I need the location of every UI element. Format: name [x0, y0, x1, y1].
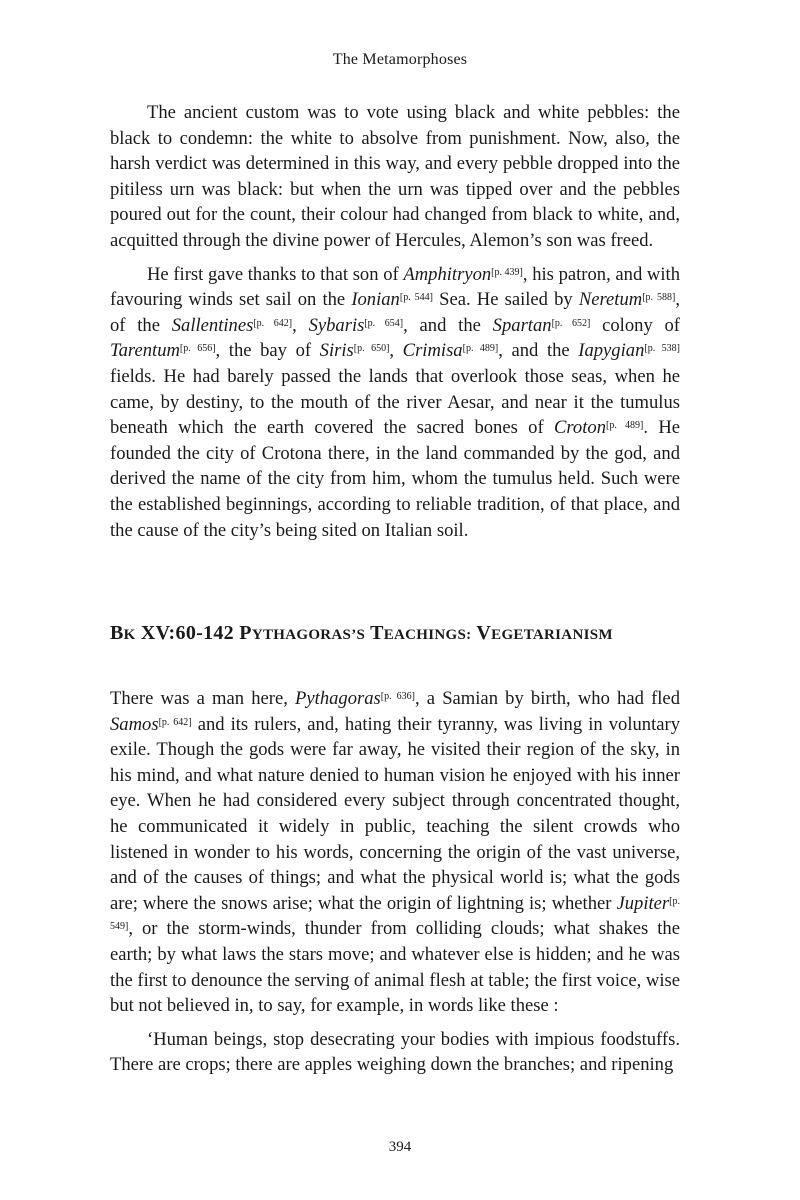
page-reference: [p. 489] — [462, 343, 499, 355]
text-run: colony of — [590, 314, 680, 336]
text-run: fields. He had barely passed the lands that overlook those seas, when he came, by destiny, to the mouth of the river Aesar, and near it the tumulus beneath which the earth covered the sacred bones of — [110, 365, 680, 439]
small-caps-run: EACHINGS: — [383, 627, 472, 643]
running-head: The Metamorphoses — [332, 51, 468, 68]
text-run: He first gave thanks to that son of — [147, 263, 404, 285]
proper-name: Spartan — [492, 314, 552, 336]
text-run: , and the — [403, 314, 493, 336]
text-run: , a Samian by birth, who had fled — [414, 688, 680, 709]
small-caps-run: EGETARIANISM — [491, 627, 613, 643]
text-run: T — [365, 622, 384, 644]
text-block-lower — [110, 686, 680, 1078]
page-reference: [p. 650] — [353, 343, 390, 355]
proper-name: Neretum — [578, 289, 643, 311]
text-run: , his patron, and with favouring winds set sail on the — [110, 263, 680, 311]
proper-name: Pythagoras — [295, 688, 381, 709]
page-reference: [p. 588] — [642, 292, 676, 304]
text-block-upper — [110, 100, 680, 543]
proper-name: Croton — [553, 417, 606, 439]
paragraph-pebbles: The ancient custom was to vote using black and white pebbles: the black to condemn: the white to absolve from punishment. Now, also, the harsh verdict was determined in this way, and every pebble dropped into the pitiless urn was black: but when the urn was tipped over and the pebbles poured out for the count, their colour had changed from black to white, and, acquitted through the divine power of Hercules, Alemon’s son was freed. — [110, 102, 680, 251]
text-run: . He founded the city of Crotona there, in the land commanded by the god, and derived the name of the city from him, whom the tumulus held. Such were the established beginnings, according to reliable tradition, of that place, and the cause of the city’s being sited on Italian soil. — [110, 417, 680, 541]
text-run: , or the storm-winds, thunder from colliding clouds; what shakes the earth; by what laws the stars move; and whatever else is hidden; and he was the first to denounce the serving of animal flesh at table; the first voice, wise but not believed in, to say, for example, in words like these : — [110, 918, 680, 1017]
page-reference: [p. 652] — [551, 317, 591, 329]
proper-name: Sybaris — [308, 314, 365, 336]
page-reference: [p. 549] — [110, 895, 680, 933]
text-run: , the bay of — [215, 340, 320, 362]
page-reference: [p. 656] — [179, 343, 216, 355]
proper-name: Amphitryon — [403, 263, 492, 285]
proper-name: Samos — [110, 713, 159, 735]
proper-name: Crimisa — [402, 340, 463, 362]
proper-name: Tarentum — [110, 340, 180, 362]
text-run: , of the — [110, 289, 680, 336]
page-reference: [p. 489] — [606, 420, 644, 432]
page-reference: [p. 636] — [380, 691, 415, 702]
proper-name: Siris — [319, 340, 354, 362]
page-number: 394 — [388, 1139, 412, 1155]
text-run: B — [110, 622, 124, 644]
text-run: and its rulers, and, hating their tyranny, was living in voluntary exile. Though the gods were far away, he visited their region of the sky, in his mind, and what nature denied to human vision he enjoyed with his inner eye. When he had considered every subject through concentrated thought, he communicated it widely in public, teaching the silent crowds who listened in wonder to his words, concerning the origin of the vast universe, and of the causes of things; and what the physical world is; what the gods are; where the snows arise; what the origin of lightning is; whether — [110, 713, 680, 914]
text-run: , — [389, 340, 403, 362]
small-caps-run: K — [123, 627, 136, 643]
small-caps-run: YTHAGORAS’S — [251, 627, 366, 643]
paragraph-pythagoras — [110, 686, 680, 1019]
page-reference: [p. 439] — [491, 266, 523, 278]
page-reference: [p. 642] — [158, 716, 192, 728]
proper-name: Sallentines — [171, 314, 254, 336]
page-reference: [p. 538] — [644, 343, 680, 355]
text-run: , — [292, 314, 309, 336]
section-heading — [110, 622, 710, 645]
text-run: XV:60-142 P — [135, 622, 252, 644]
text-run: There was a man here, — [110, 688, 296, 709]
paragraph-speech: ‘Human beings, stop desecrating your bodies with impious foodstuffs. There are crops; there are apples weighing down the branches; and ripening — [110, 1028, 680, 1076]
proper-name: Iapygian — [578, 340, 645, 362]
proper-name: Jupiter — [616, 892, 670, 914]
proper-name: Ionian — [351, 289, 400, 311]
text-run: , and the — [498, 340, 579, 362]
paragraph-voyage — [110, 262, 680, 544]
page-reference: [p. 642] — [253, 317, 293, 329]
text-run: V — [471, 622, 492, 644]
page-reference: [p. 544] — [399, 292, 434, 304]
text-run: Sea. He sailed by — [433, 289, 579, 311]
page-reference: [p. 654] — [364, 317, 404, 329]
